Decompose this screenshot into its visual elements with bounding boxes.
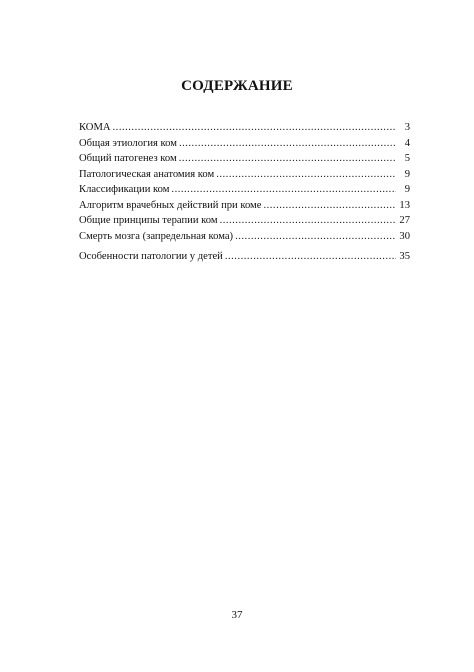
page-number: 37 <box>231 609 243 621</box>
toc-dot-leader <box>225 249 396 265</box>
toc-dot-leader <box>179 136 396 152</box>
toc-entry-text: Патологическая анатомия ком <box>79 168 215 180</box>
toc-entry-page: 13 <box>399 199 410 211</box>
toc-entry-text: Особенности патологии у детей <box>79 251 223 262</box>
toc-dot-leader <box>216 167 396 183</box>
toc-entry-etiology <box>79 136 410 152</box>
toc-entry-pediatrics <box>79 249 410 265</box>
table-of-contents <box>79 120 410 265</box>
toc-entry-coma <box>79 120 410 136</box>
toc-entry-text: Смерть мозга (запредельная кома) <box>79 230 234 242</box>
toc-entry-page: 27 <box>399 215 410 226</box>
toc-entry-text: Алгоритм врачебных действий при коме <box>79 199 262 211</box>
toc-entry-text: Общие принципы терапии ком <box>79 215 218 226</box>
toc-entry-text: КОМА <box>79 122 111 133</box>
toc-entry-page: 9 <box>404 168 410 180</box>
toc-dot-leader <box>179 151 396 167</box>
page-title: СОДЕРЖАНИЕ <box>181 78 293 94</box>
toc-entry-classifications <box>79 182 410 198</box>
toc-entry-page: 5 <box>404 153 410 164</box>
toc-entry-page: 35 <box>399 251 410 262</box>
toc-entry-page: 4 <box>404 137 410 149</box>
toc-dot-leader <box>220 213 396 229</box>
toc-entry-brain-death <box>79 229 410 245</box>
toc-entry-pathological-anatomy <box>79 167 410 183</box>
toc-dot-leader <box>113 120 396 136</box>
toc-dot-leader <box>235 229 396 245</box>
toc-entry-pathogenesis <box>79 151 410 167</box>
toc-entry-text: Общая этиология ком <box>79 137 177 149</box>
toc-entry-text: Классификации ком <box>79 184 170 195</box>
toc-entry-page: 3 <box>404 122 410 133</box>
toc-entry-therapy <box>79 213 410 229</box>
toc-entry-page: 30 <box>399 230 410 242</box>
toc-entry-algorithm <box>79 198 410 214</box>
toc-dot-leader <box>263 198 396 214</box>
toc-entry-text: Общий патогенез ком <box>79 153 177 164</box>
toc-dot-leader <box>171 182 396 198</box>
toc-entry-page: 9 <box>404 184 410 195</box>
